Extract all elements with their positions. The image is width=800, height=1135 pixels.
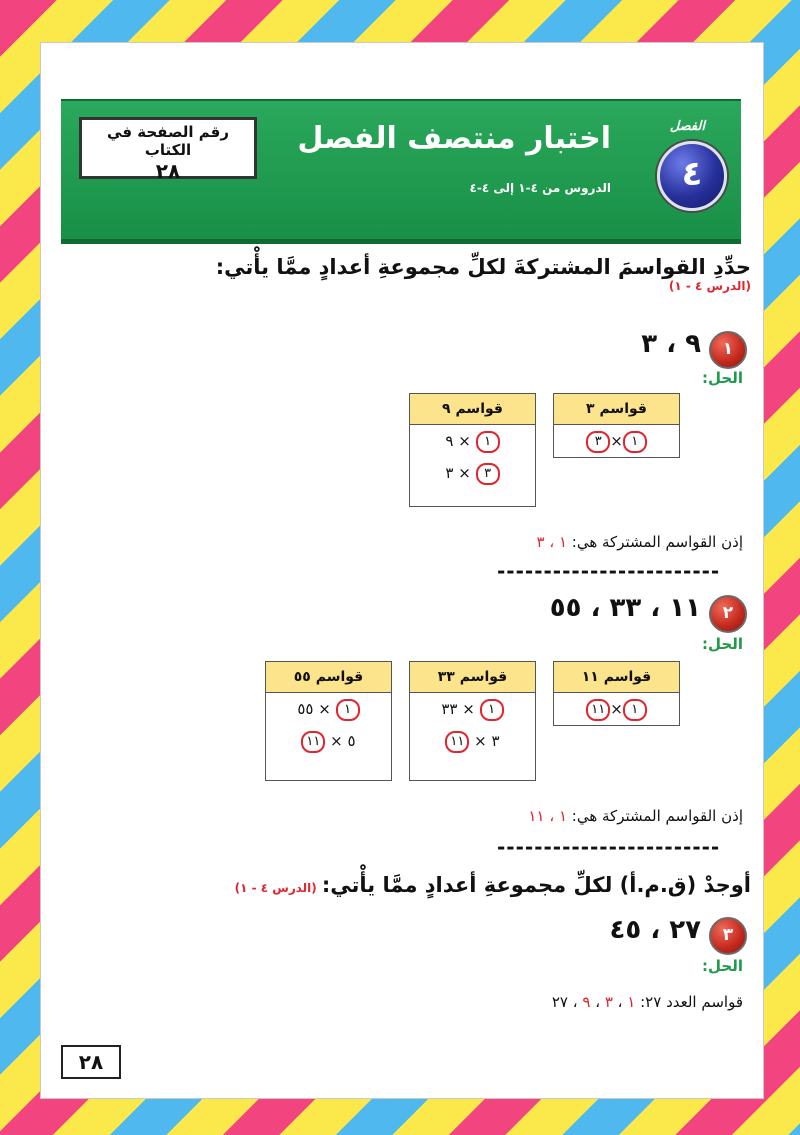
book-page-box bbox=[79, 117, 257, 183]
factor-row: ٣ × ٣ bbox=[410, 457, 535, 489]
q1-conclusion-label: إذن القواسم المشتركة هي: bbox=[571, 533, 743, 551]
table-header: قواسم ١١ bbox=[554, 662, 679, 693]
table-header: قواسم ٩ bbox=[410, 394, 535, 425]
book-page-number: ٢٨ bbox=[155, 159, 181, 183]
q3-factor: ٢٧ bbox=[551, 993, 568, 1011]
table-header: قواسم ٥٥ bbox=[266, 662, 391, 693]
q1-table-factors-3 bbox=[553, 393, 680, 458]
q2-solution-label: الحل: bbox=[702, 635, 743, 653]
chapter-banner bbox=[61, 99, 741, 244]
section1-instruction: حدِّدِ القواسمَ المشتركةَ لكلِّ مجموعةِ أعدادٍ ممَّا يأْتي: bbox=[215, 255, 751, 279]
section2-instruction-block bbox=[234, 873, 751, 897]
chapter-number-badge: ٤ bbox=[657, 141, 727, 211]
table-header: قواسم ٣٣ bbox=[410, 662, 535, 693]
q2-conclusion-values: ١ ، ١١ bbox=[528, 807, 567, 825]
q2-table-factors-11 bbox=[553, 661, 680, 726]
footer-page-number: ٢٨ bbox=[61, 1045, 121, 1079]
banner-subtitle: الدروس من ٤-١ إلى ٤-٤ bbox=[469, 181, 611, 195]
section2-lesson-ref: (الدرس ٤ - ١) bbox=[234, 881, 317, 895]
q3-factor: ٩ bbox=[582, 993, 591, 1011]
divider-1: ------------------------ bbox=[497, 559, 721, 583]
q1-numbers: ٩ ، ٣ bbox=[641, 329, 701, 359]
factor-row: ١ × ٣٣ bbox=[410, 693, 535, 725]
q1-solution-label: الحل: bbox=[702, 369, 743, 387]
q2-table-factors-55 bbox=[265, 661, 392, 781]
q3-factors-label: قواسم العدد ٢٧: bbox=[640, 993, 743, 1011]
q1-conclusion-values: ١ ، ٣ bbox=[536, 533, 567, 551]
divider-2: ------------------------ bbox=[497, 835, 721, 859]
section2-instruction: أوجدْ (ق.م.أ) لكلِّ مجموعةِ أعدادٍ ممَّا يأْتي: bbox=[321, 873, 751, 897]
factor-row: ١ × ٩ bbox=[410, 425, 535, 457]
chapter-label: الفصل bbox=[669, 119, 705, 134]
q3-factors-line: قواسم العدد ٢٧: ١ ، ٣ ، ٩ ، ٢٧ bbox=[551, 993, 743, 1011]
q1-conclusion bbox=[536, 533, 743, 551]
section1-instruction-block bbox=[215, 255, 751, 293]
factor-row: ٣ × ١١ bbox=[410, 725, 535, 757]
worksheet-page bbox=[40, 42, 764, 1099]
q3-factor: ١ bbox=[627, 993, 636, 1011]
q3-solution-label: الحل: bbox=[702, 957, 743, 975]
factor-row: ٥ × ١١ bbox=[266, 725, 391, 757]
q2-conclusion-label: إذن القواسم المشتركة هي: bbox=[571, 807, 743, 825]
q1-table-factors-9 bbox=[409, 393, 536, 507]
q2-number-badge: ٢ bbox=[709, 595, 747, 633]
q2-conclusion bbox=[528, 807, 743, 825]
book-page-label: رقم الصفحة في الكتاب bbox=[107, 123, 229, 159]
q3-numbers: ٢٧ ، ٤٥ bbox=[609, 915, 701, 945]
factor-row: ١ × ٥٥ bbox=[266, 693, 391, 725]
factor-row: ١×١١ bbox=[554, 693, 679, 725]
factor-row: ١×٣ bbox=[554, 425, 679, 457]
banner-title: اختبار منتصف الفصل bbox=[297, 121, 611, 156]
section1-lesson-ref: (الدرس ٤ - ١) bbox=[668, 279, 751, 293]
table-header: قواسم ٣ bbox=[554, 394, 679, 425]
q2-numbers: ١١ ، ٣٣ ، ٥٥ bbox=[549, 593, 701, 623]
q1-number-badge: ١ bbox=[709, 331, 747, 369]
q3-number-badge: ٣ bbox=[709, 917, 747, 955]
q2-table-factors-33 bbox=[409, 661, 536, 781]
q3-factor: ٣ bbox=[604, 993, 613, 1011]
